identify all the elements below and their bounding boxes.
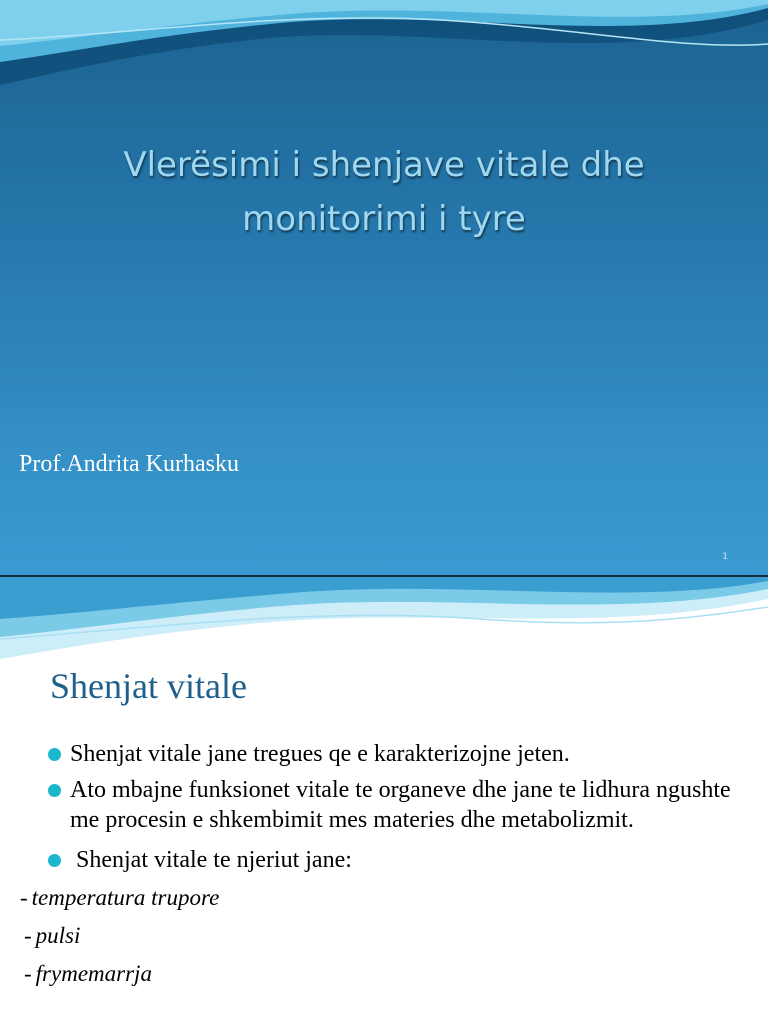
bullet-text: Shenjat vitale te njeriut jane: <box>70 847 352 873</box>
bullet-text: Ato mbajne funksionet vitale te organeve dhe jane te lidhura ngushte me procesin e shkembimit mes materies dhe metabolizmit. <box>70 777 731 833</box>
bullet-icon <box>48 854 61 867</box>
sub-text: temperatura trupore <box>31 885 220 910</box>
sub-dash: - <box>20 885 28 910</box>
sub-dash: - <box>24 961 32 986</box>
bullet-icon <box>48 784 61 797</box>
slide-title <box>40 138 728 246</box>
sub-text: frymemarrja <box>35 961 152 986</box>
author-name: Prof.Andrita Kurhasku <box>19 451 239 477</box>
bullet-icon <box>48 748 61 761</box>
sub-item <box>24 921 738 951</box>
bullet-item <box>48 739 738 769</box>
slide-2[interactable] <box>0 577 768 1024</box>
wave-decoration <box>0 0 768 110</box>
title-line-1: Vlerësimi i shenjave vitale dhe <box>123 145 645 185</box>
slide-heading: Shenjat vitale <box>50 666 247 706</box>
bullet-item <box>48 775 738 835</box>
bullet-text: Shenjat vitale jane tregues qe e karakterizojne jeten. <box>70 741 570 767</box>
sub-item <box>20 883 738 913</box>
sub-text: pulsi <box>35 923 81 948</box>
page-number: 1 <box>722 552 728 562</box>
bullet-list <box>20 739 738 997</box>
wave-decoration <box>0 577 768 667</box>
title-line-2: monitorimi i tyre <box>242 199 526 239</box>
sub-dash: - <box>24 923 32 948</box>
sub-item <box>24 959 738 989</box>
bullet-item <box>48 845 738 875</box>
